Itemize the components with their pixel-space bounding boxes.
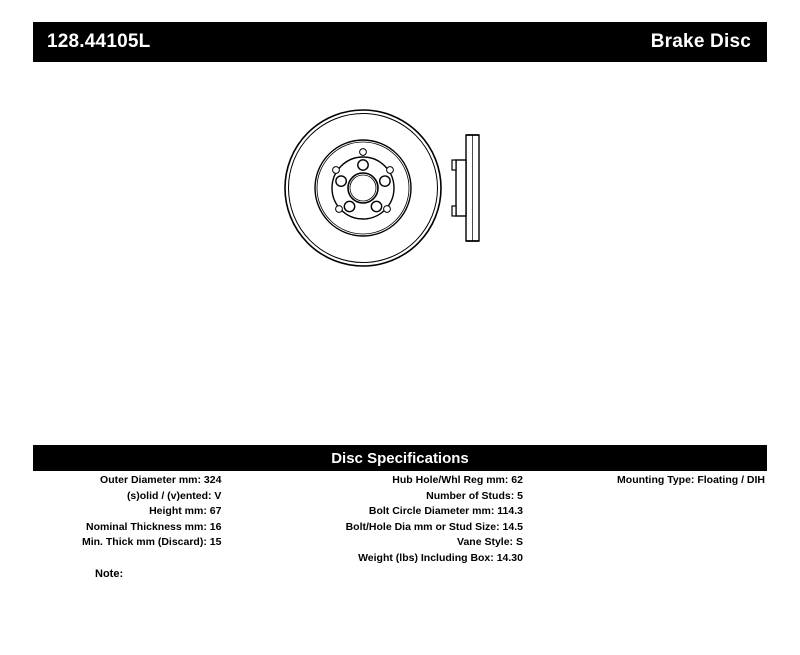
spec-table: [33, 473, 767, 566]
spec-column-1: [33, 473, 225, 551]
spec-row: Nominal Thickness mm: 16: [86, 520, 222, 533]
note-label: Note:: [95, 568, 124, 580]
spec-row: Min. Thick mm (Discard): 15: [81, 536, 222, 548]
spec-row: Number of Studs: 5: [426, 489, 523, 502]
rotor-edge-view: [452, 135, 479, 241]
spec-row: Height mm: 67: [149, 505, 222, 517]
spec-row: Bolt Circle Diameter mm: 114.3: [368, 505, 523, 517]
spec-row: Bolt/Hole Dia mm or Stud Size: 14.5: [345, 520, 523, 533]
spec-row: Outer Diameter mm: 324: [100, 474, 222, 486]
spec-title-text: Disc Specifications: [331, 449, 469, 467]
spec-row: Mounting Type: Floating / DIH: [617, 474, 765, 486]
rotor-face-view: [285, 110, 441, 266]
spec-column-3: [527, 473, 767, 489]
spec-row: Weight (lbs) Including Box: 14.30: [358, 551, 523, 564]
spec-column-2: [225, 473, 527, 566]
part-number: 128.44105L: [47, 31, 151, 52]
spec-row: Vane Style: S: [457, 536, 523, 548]
header-bar: [33, 22, 767, 62]
product-drawing: [270, 105, 550, 285]
spec-row: (s)olid / (v)ented: V: [126, 489, 222, 502]
spec-row: Hub Hole/Whl Reg mm: 62: [392, 474, 523, 486]
spec-section-title: [33, 445, 767, 471]
page-title: Brake Disc: [650, 31, 751, 52]
